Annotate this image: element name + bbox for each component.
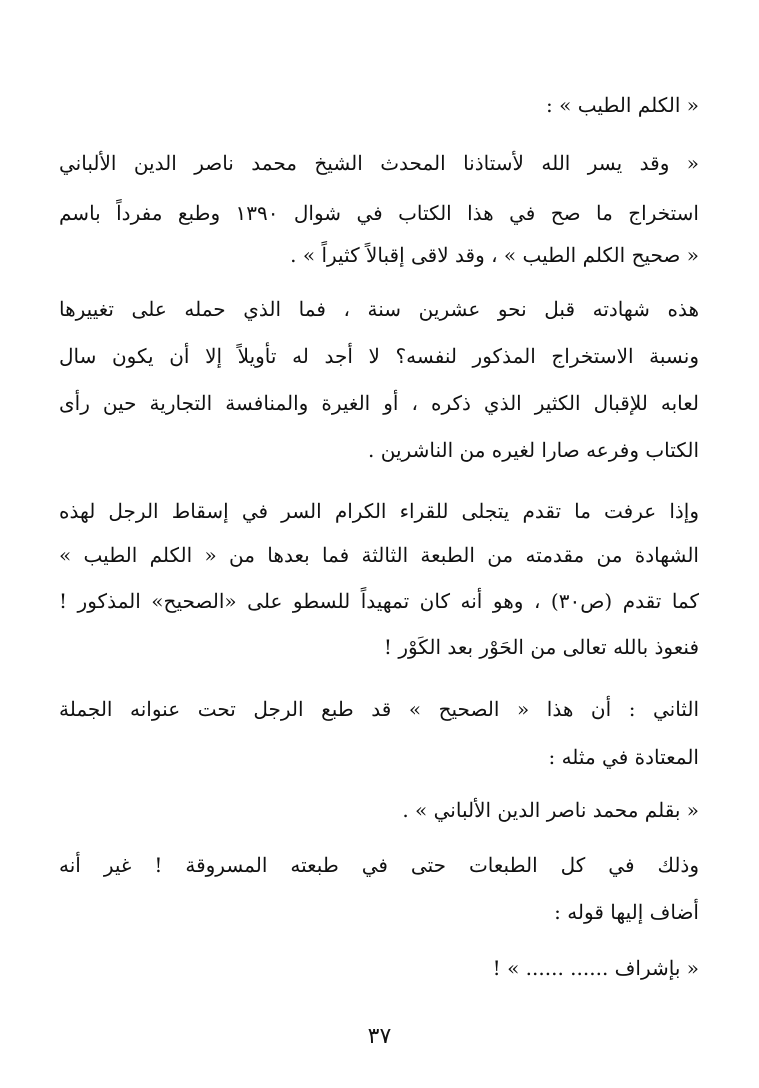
paragraph-2-line-3: لعابه للإقبال الكثير الذي ذكره ، أو الغيرة والمنافسة التجارية حين رأى — [59, 391, 699, 415]
paragraph-1-line-2: استخراج ما صح في هذا الكتاب في شوال ١٣٩٠ وطبع مفرداً باسم — [59, 201, 699, 225]
paragraph-3-line-1: وإذا عرفت ما تقدم يتجلى للقراء الكرام السر في إسقاط الرجل لهذه — [59, 499, 699, 523]
paragraph-1-line-3: « صحيح الكلم الطيب » ، وقد لاقى إقبالاً كثيراً » . — [290, 243, 699, 267]
heading-line: « الكلم الطيب » : — [546, 93, 699, 117]
paragraph-2-line-1: هذه شهادته قبل نحو عشرين سنة ، فما الذي حمله على تغييرها — [59, 297, 699, 321]
paragraph-2-line-2: ونسبة الاستخراج المذكور لنفسه؟ لا أجد له تأويلاً إلا أن يكون سال — [59, 344, 699, 368]
paragraph-2-line-4: الكتاب وفرعه صارا لغيره من الناشرين . — [368, 438, 699, 462]
paragraph-3-line-2: الشهادة من مقدمته من الطبعة الثالثة فما بعدها من « الكلم الطيب » — [59, 543, 699, 567]
paragraph-4-line-1: الثاني : أن هذا « الصحيح » قد طبع الرجل تحت عنوانه الجملة — [59, 697, 699, 721]
paragraph-5-line-2: أضاف إليها قوله : — [554, 900, 699, 924]
paragraph-5-line-1: وذلك في كل الطبعات حتى في طبعته المسروقة ! غير أنه — [59, 853, 699, 877]
supervision-quote: « بإشراف ...... ...... » ! — [492, 956, 699, 980]
quoted-byline: « بقلم محمد ناصر الدين الألباني » . — [402, 798, 699, 822]
page-number: ٣٧ — [367, 1024, 392, 1049]
paragraph-1-line-1: « وقد يسر الله لأستاذنا المحدث الشيخ محمد ناصر الدين الألباني — [59, 151, 699, 175]
paragraph-3-line-3: كما تقدم (ص٣٠) ، وهو أنه كان تمهيداً للسطو على «الصحيح» المذكور ! — [59, 589, 699, 613]
paragraph-4-line-2: المعتادة في مثله : — [548, 745, 699, 769]
paragraph-3-line-4: فنعوذ بالله تعالى من الحَوْر بعد الكَوْر ! — [383, 635, 699, 659]
